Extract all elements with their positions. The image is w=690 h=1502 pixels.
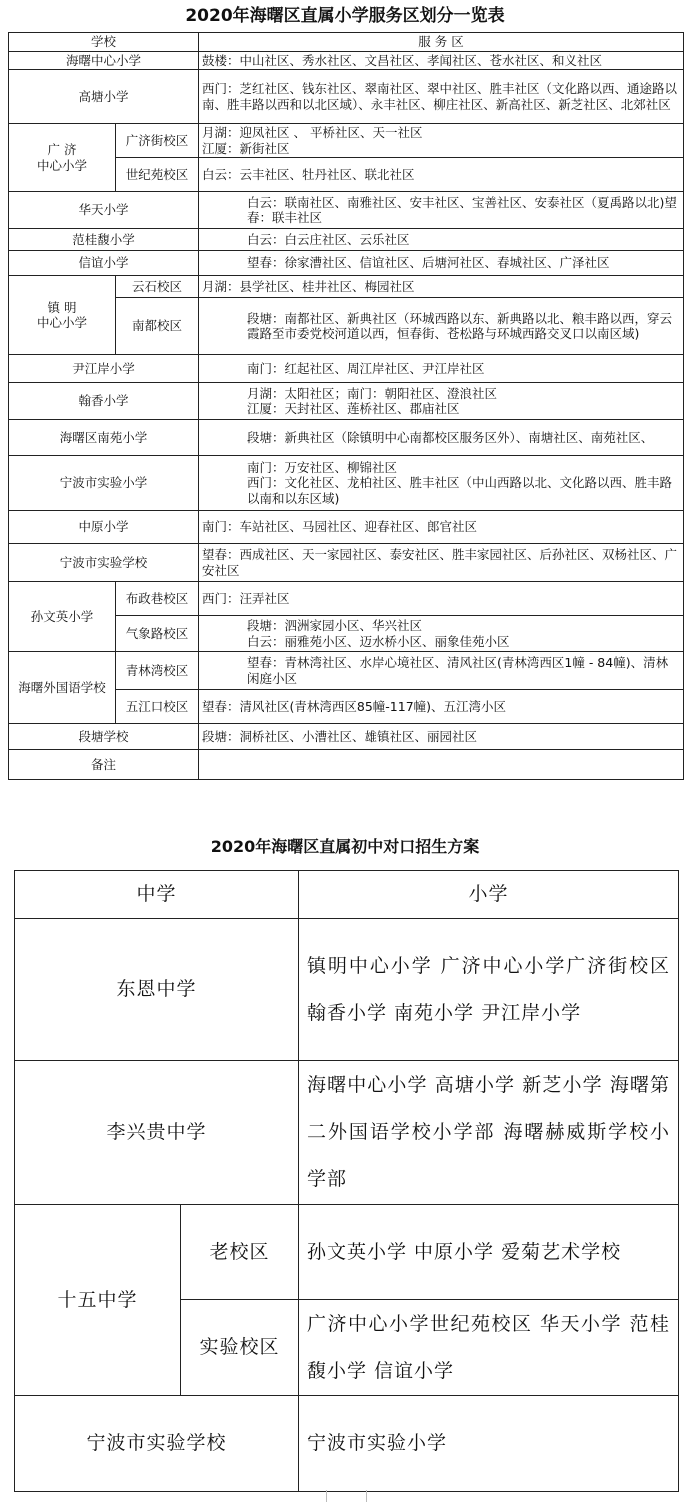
table-row <box>15 1396 679 1492</box>
table-header-row <box>15 871 679 919</box>
service-area-cell: 望春：清风社区(青林湾西区85幢-117幢)、五江湾小区 <box>199 690 684 724</box>
school-cell: 镇 明 中心小学 <box>9 276 116 355</box>
table-row <box>9 383 684 420</box>
header-service-area: 服 务 区 <box>199 33 684 52</box>
school-cell: 高塘小学 <box>9 70 199 124</box>
page-edge-mark <box>366 1490 367 1502</box>
middle-table-title: 2020年海曙区直属初中对口招生方案 <box>210 837 480 856</box>
table-row <box>9 544 684 582</box>
primary-schools-cell: 海曙中心小学 高塘小学 新芝小学 海曙第二外国语学校小学部 海曙赫威斯学校小学部 <box>299 1061 679 1205</box>
remarks-row <box>9 750 684 780</box>
table-row <box>15 1061 679 1205</box>
school-cell: 海曙区南苑小学 <box>9 420 199 456</box>
table-row <box>9 124 684 158</box>
campus-cell: 气象路校区 <box>116 616 199 652</box>
service-area-cell: 白云：联南社区、南雅社区、安丰社区、宝善社区、安泰社区（夏禹路以北)望春：联丰社区 <box>199 192 684 229</box>
campus-cell: 广济街校区 <box>116 124 199 158</box>
middle-school-cell: 李兴贵中学 <box>15 1061 299 1205</box>
service-area-cell: 白云：白云庄社区、云乐社区 <box>199 229 684 251</box>
table-row <box>9 420 684 456</box>
campus-cell: 世纪苑校区 <box>116 158 199 192</box>
service-area-cell: 鼓楼：中山社区、秀水社区、文昌社区、孝闻社区、苍水社区、和义社区 <box>199 51 684 70</box>
middle-school-cell: 东恩中学 <box>15 919 299 1061</box>
school-cell: 尹江岸小学 <box>9 355 199 383</box>
middle-school-admission-table <box>14 870 679 1492</box>
service-area-cell: 望春：徐家漕社区、信谊社区、后塘河社区、春城社区、广泽社区 <box>199 251 684 276</box>
school-cell: 范桂馥小学 <box>9 229 199 251</box>
table-row <box>9 70 684 124</box>
table-header-row <box>9 33 684 52</box>
service-area-cell: 段塘：洞桥社区、小漕社区、雄镇社区、丽园社区 <box>199 724 684 750</box>
primary-table-title: 2020年海曙区直属小学服务区划分一览表 <box>185 6 505 26</box>
table-row <box>9 251 684 276</box>
table-row <box>9 51 684 70</box>
header-primary-school: 小学 <box>299 871 679 919</box>
remarks-label: 备注 <box>9 750 199 780</box>
primary-schools-cell: 镇明中心小学 广济中心小学广济街校区 翰香小学 南苑小学 尹江岸小学 <box>299 919 679 1061</box>
service-area-cell: 南门：车站社区、马园社区、迎春社区、郎官社区 <box>199 511 684 544</box>
middle-school-cell: 宁波市实验学校 <box>15 1396 299 1492</box>
table-row <box>9 724 684 750</box>
primary-schools-cell: 广济中心小学世纪苑校区 华天小学 范桂馥小学 信谊小学 <box>299 1300 679 1396</box>
primary-service-area-table <box>8 32 684 780</box>
campus-cell: 老校区 <box>181 1205 299 1300</box>
campus-cell: 实验校区 <box>181 1300 299 1396</box>
service-area-cell: 西门：芝红社区、钱东社区、翠南社区、翠中社区、胜丰社区（文化路以西、通途路以南、胜丰路以西和以北区域）、永丰社区、柳庄社区、新高社区、新芝社区、北郊社区 <box>199 70 684 124</box>
school-cell: 段塘学校 <box>9 724 199 750</box>
header-middle-school: 中学 <box>15 871 299 919</box>
table-row <box>9 582 684 616</box>
primary-schools-cell: 孙文英小学 中原小学 爱菊艺术学校 <box>299 1205 679 1300</box>
service-area-cell: 白云：云丰社区、牡丹社区、联北社区 <box>199 158 684 192</box>
table-row <box>15 1205 679 1300</box>
school-cell: 宁波市实验小学 <box>9 456 199 511</box>
service-area-cell: 月湖：太阳社区；南门：朝阳社区、澄浪社区 江厦：天封社区、莲桥社区、郡庙社区 <box>199 383 684 420</box>
service-area-cell: 段塘：新典社区（除镇明中心南都校区服务区外）、南塘社区、南苑社区、 <box>199 420 684 456</box>
table-row <box>9 652 684 690</box>
service-area-cell: 望春：青林湾社区、水岸心境社区、清风社区(青林湾西区1幢 - 84幢)、清林闲庭小区 <box>199 652 684 690</box>
school-cell: 华天小学 <box>9 192 199 229</box>
table-row <box>9 192 684 229</box>
campus-cell: 布政巷校区 <box>116 582 199 616</box>
service-area-cell: 月湖：县学社区、桂井社区、梅园社区 <box>199 276 684 298</box>
campus-cell: 云石校区 <box>116 276 199 298</box>
school-cell: 中原小学 <box>9 511 199 544</box>
table-row <box>9 456 684 511</box>
page-edge-mark <box>326 1490 327 1502</box>
campus-cell: 五江口校区 <box>116 690 199 724</box>
school-cell: 翰香小学 <box>9 383 199 420</box>
service-area-cell: 西门：汪弄社区 <box>199 582 684 616</box>
service-area-cell: 段塘：南都社区、新典社区（环城西路以东、新典路以北、粮丰路以西，穿云霞路至市委党校河道以西，恒春街、苍松路与环城西路交叉口以南区域) <box>199 298 684 355</box>
middle-school-cell: 十五中学 <box>15 1205 181 1396</box>
primary-schools-cell: 宁波市实验小学 <box>299 1396 679 1492</box>
campus-cell: 南都校区 <box>116 298 199 355</box>
service-area-cell: 月湖：迎凤社区 、 平桥社区、天一社区 江厦：新街社区 <box>199 124 684 158</box>
table-row <box>9 511 684 544</box>
service-area-cell: 南门：万安社区、柳锦社区 西门：文化社区、龙柏社区、胜丰社区（中山西路以北、文化路以西、胜丰路以南和以东区域) <box>199 456 684 511</box>
school-cell: 信谊小学 <box>9 251 199 276</box>
remarks-cell <box>199 750 684 780</box>
service-area-cell: 南门：红起社区、周江岸社区、尹江岸社区 <box>199 355 684 383</box>
campus-cell: 青林湾校区 <box>116 652 199 690</box>
school-cell: 海曙外国语学校 <box>9 652 116 724</box>
table-row <box>9 229 684 251</box>
school-cell: 广 济 中心小学 <box>9 124 116 192</box>
school-cell: 海曙中心小学 <box>9 51 199 70</box>
table-row <box>15 919 679 1061</box>
header-school: 学校 <box>9 33 199 52</box>
service-area-cell: 段塘：泗洲家园小区、华兴社区 白云：丽雅苑小区、迈水桥小区、丽象佳苑小区 <box>199 616 684 652</box>
table-row <box>9 276 684 298</box>
school-cell: 孙文英小学 <box>9 582 116 652</box>
school-cell: 宁波市实验学校 <box>9 544 199 582</box>
table-row <box>9 355 684 383</box>
service-area-cell: 望春：西成社区、天一家园社区、泰安社区、胜丰家园社区、后孙社区、双杨社区、广安社区 <box>199 544 684 582</box>
